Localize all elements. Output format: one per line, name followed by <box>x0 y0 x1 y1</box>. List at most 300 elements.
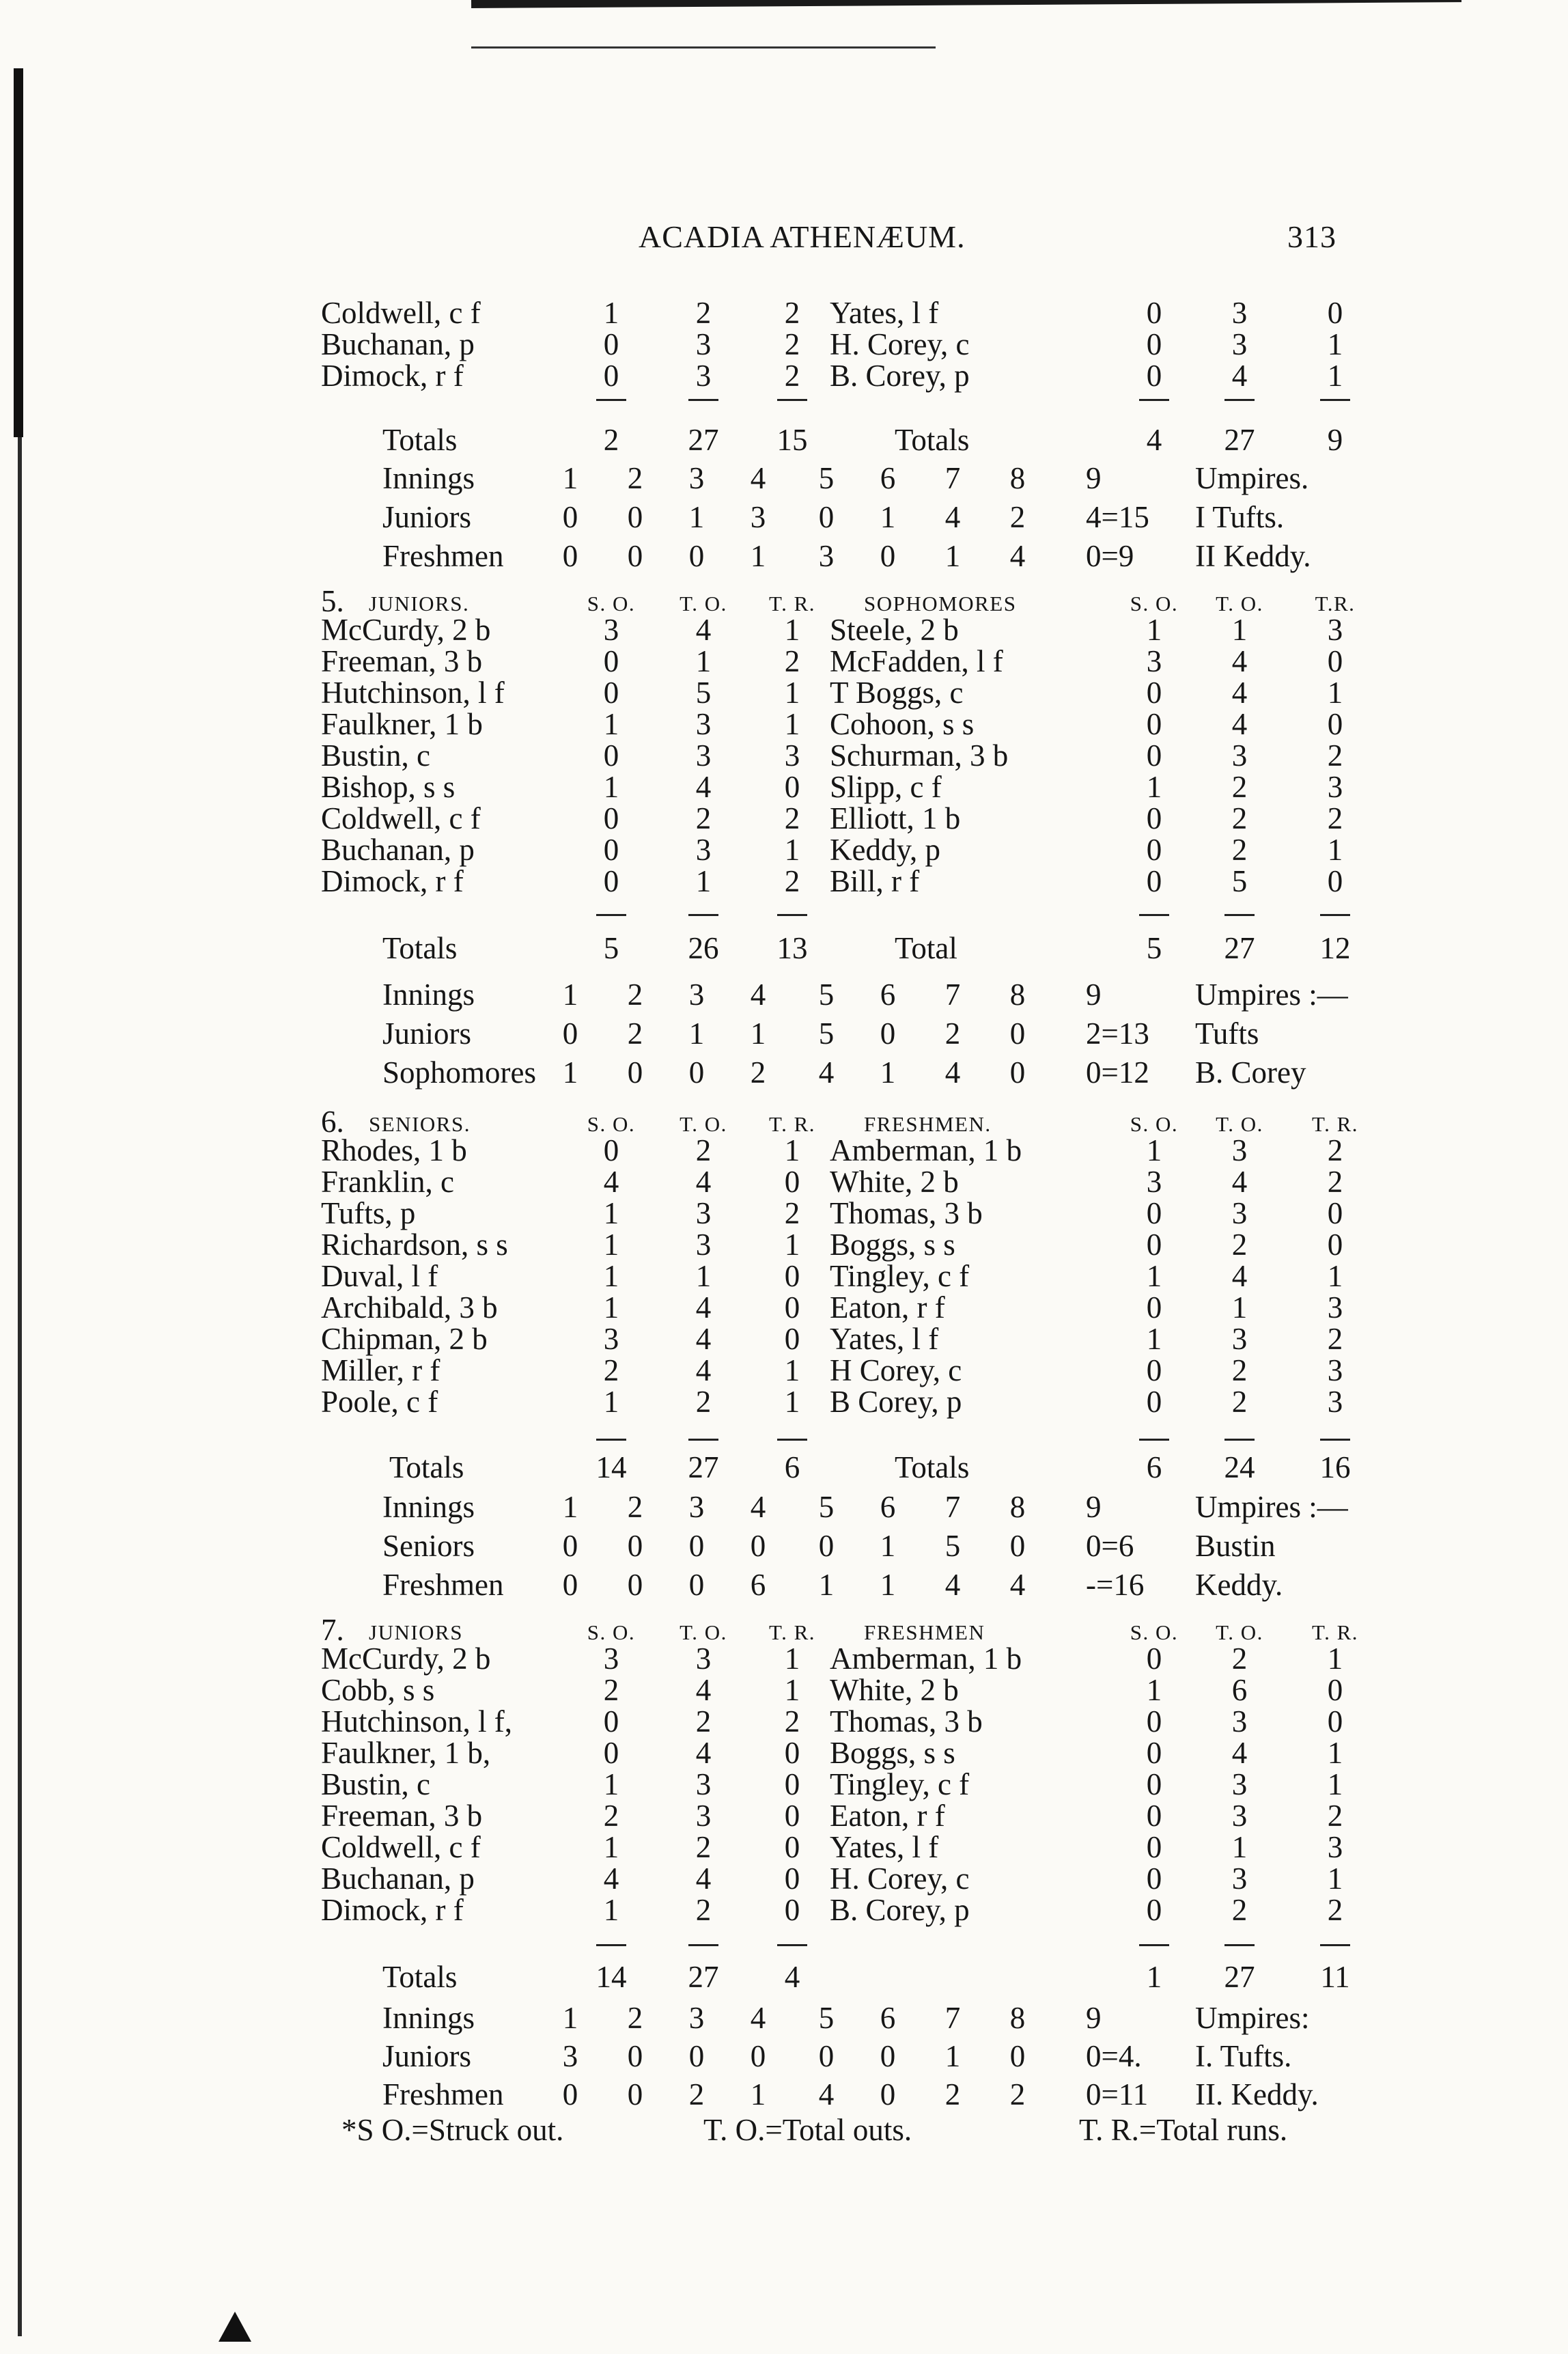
stat-value: 1 <box>603 1259 619 1293</box>
stat-value: 0 <box>784 1799 800 1833</box>
game6-total-rule <box>596 1439 626 1441</box>
inning-value: 9 <box>1086 2001 1102 2035</box>
stat-value: 0 <box>1146 1861 1162 1896</box>
player-name: B. Corey, p <box>830 1893 970 1927</box>
stat-value: 0 <box>1327 296 1343 330</box>
stat-value: 1 <box>695 1259 712 1293</box>
total-value: 6 <box>784 1450 800 1484</box>
stat-value: 1 <box>603 1385 619 1419</box>
stat-value: 4 <box>695 1322 712 1356</box>
stat-value: 3 <box>695 1196 712 1230</box>
inning-value: 0 <box>627 1568 643 1602</box>
inning-value: 2 <box>627 461 643 495</box>
player-name: Miller, r f <box>321 1353 440 1387</box>
stat-value: 1 <box>1327 327 1343 361</box>
stat-value: 4 <box>1231 644 1248 678</box>
inning-value: 9 <box>1086 1490 1102 1524</box>
stat-value: 1 <box>1146 1259 1162 1293</box>
inning-value: 4 <box>750 2001 766 2035</box>
stat-value: 2 <box>784 1704 800 1739</box>
game6-col-left: T. O. <box>680 1112 727 1136</box>
game7-totals-row <box>0 1961 1568 1993</box>
inning-value: 0 <box>688 1568 705 1602</box>
line-score-row <box>0 2040 1568 2073</box>
stat-value: 0 <box>603 676 619 710</box>
player-row <box>0 613 1568 646</box>
stat-value: 2 <box>603 1353 619 1387</box>
total-value: 6 <box>1146 1450 1162 1484</box>
inning-value: 7 <box>944 978 961 1012</box>
game5-col-left: T. R. <box>768 592 816 615</box>
inning-value: 5 <box>818 978 835 1012</box>
inning-value: 4 <box>818 1055 835 1090</box>
stat-value: 3 <box>603 1642 619 1676</box>
stat-value: 3 <box>1231 1861 1248 1896</box>
player-row <box>0 1260 1568 1292</box>
player-name: Elliott, 1 b <box>830 801 961 835</box>
game5-col-right: T.R. <box>1315 592 1356 615</box>
umpire: Umpires :— <box>1195 1490 1348 1524</box>
total-value: 12 <box>1319 931 1351 965</box>
inning-value: 4 <box>944 1055 961 1090</box>
game6-col-left: T. R. <box>768 1112 816 1136</box>
umpire: B. Corey <box>1195 1055 1306 1090</box>
stat-value: 1 <box>784 1673 800 1707</box>
player-name: Buchanan, p <box>321 1861 475 1896</box>
inning-value: 4 <box>750 1490 766 1524</box>
game7-total-rule <box>1139 1944 1169 1946</box>
stat-value: 3 <box>1231 327 1248 361</box>
inning-value: 1 <box>944 539 961 573</box>
inning-value: 1 <box>750 539 766 573</box>
line-label: Seniors <box>382 1529 475 1563</box>
inning-value: 0 <box>750 2039 766 2073</box>
inning-value: 2 <box>627 978 643 1012</box>
player-name: Rhodes, 1 b <box>321 1133 467 1167</box>
stat-value: 0 <box>784 1322 800 1356</box>
player-name: Bustin, c <box>321 738 431 773</box>
stat-value: 3 <box>1327 1385 1343 1419</box>
stat-value: 0 <box>1146 1704 1162 1739</box>
stat-value: 1 <box>603 1290 619 1325</box>
game4_tail-total-rule <box>777 399 807 401</box>
player-name: Archibald, 3 b <box>321 1290 498 1325</box>
game5-total-rule <box>1320 914 1350 916</box>
stat-value: 3 <box>1327 1830 1343 1864</box>
player-name: Poole, c f <box>321 1385 438 1419</box>
umpire: I Tufts. <box>1195 500 1285 534</box>
line-label: Innings <box>382 461 475 495</box>
inning-value: 7 <box>944 461 961 495</box>
player-name: Dimock, r f <box>321 359 464 393</box>
inning-value: 0 <box>1009 1055 1026 1090</box>
player-row <box>0 1768 1568 1801</box>
player-name: Thomas, 3 b <box>830 1704 983 1739</box>
game6-totals-row <box>0 1451 1568 1484</box>
inning-value: 3 <box>688 461 705 495</box>
inning-value: 3 <box>688 2001 705 2035</box>
line-label: Juniors <box>382 500 472 534</box>
total-value: 4 <box>1146 423 1162 457</box>
player-name: Eaton, r f <box>830 1290 945 1325</box>
stat-value: 2 <box>784 296 800 330</box>
total-value: 14 <box>596 1960 627 1994</box>
inning-value: 0 <box>562 1529 578 1563</box>
player-name: Cobb, s s <box>321 1673 435 1707</box>
stat-value: 2 <box>784 864 800 898</box>
game6-total-rule <box>777 1439 807 1441</box>
stat-value: 3 <box>603 613 619 647</box>
stat-value: 0 <box>1146 1196 1162 1230</box>
innings-row <box>0 1491 1568 1523</box>
player-row <box>0 802 1568 835</box>
inning-value: 1 <box>944 2039 961 2073</box>
game5-left-team: JUNIORS. <box>369 592 470 615</box>
inning-value: 6 <box>880 2001 896 2035</box>
inning-value: 1 <box>562 2001 578 2035</box>
total-value: 27 <box>1224 931 1255 965</box>
player-row <box>0 771 1568 803</box>
running-head: ACADIA ATHENÆUM. <box>639 219 966 254</box>
stat-value: 0 <box>603 359 619 393</box>
stat-value: 4 <box>1231 676 1248 710</box>
inning-value: 4 <box>750 461 766 495</box>
inning-value: 0 <box>688 1055 705 1090</box>
inning-value: 7 <box>944 1490 961 1524</box>
inning-value: 0=9 <box>1086 539 1134 573</box>
stat-value: 0 <box>1146 1830 1162 1864</box>
inning-value: 2 <box>750 1055 766 1090</box>
inning-value: 2 <box>1009 2077 1026 2111</box>
stat-value: 0 <box>1146 707 1162 741</box>
stat-value: 3 <box>1231 1704 1248 1739</box>
game7-total-rule <box>777 1944 807 1946</box>
player-name: Yates, l f <box>830 1322 939 1356</box>
totals-label: Totals <box>382 931 458 965</box>
stat-value: 0 <box>1327 864 1343 898</box>
stat-value: 0 <box>784 1736 800 1770</box>
player-name: H Corey, c <box>830 1353 962 1387</box>
inning-value: 2 <box>944 1016 961 1051</box>
game7-col-left: S. O. <box>587 1620 636 1644</box>
player-name: Coldwell, c f <box>321 801 481 835</box>
stat-value: 2 <box>695 1133 712 1167</box>
game7-left-team: JUNIORS <box>369 1620 463 1644</box>
stat-value: 2 <box>695 801 712 835</box>
inning-value: 1 <box>880 1529 896 1563</box>
inning-value: 0 <box>627 539 643 573</box>
stat-value: 0 <box>784 1767 800 1801</box>
player-name: Dimock, r f <box>321 1893 464 1927</box>
stat-value: 0 <box>603 738 619 773</box>
total-value: 27 <box>688 1960 719 1994</box>
game4_tail-total-rule <box>1224 399 1255 401</box>
inning-value: 0 <box>1009 2039 1026 2073</box>
stat-value: 3 <box>1327 1353 1343 1387</box>
line-label: Innings <box>382 2001 475 2035</box>
inning-value: 6 <box>750 1568 766 1602</box>
stat-value: 4 <box>695 770 712 804</box>
inning-value: 8 <box>1009 1490 1026 1524</box>
line-score-row <box>0 501 1568 534</box>
inning-value: 0 <box>627 2039 643 2073</box>
inning-value: 0 <box>627 1529 643 1563</box>
game6-col-right: S. O. <box>1130 1112 1179 1136</box>
player-row <box>0 1705 1568 1738</box>
stat-value: 2 <box>1231 1642 1248 1676</box>
stat-value: 4 <box>695 1736 712 1770</box>
game7-right-team: FRESHMEN <box>864 1620 985 1644</box>
inning-value: 0 <box>880 1016 896 1051</box>
inning-value: 3 <box>562 2039 578 2073</box>
stat-value: 0 <box>1146 1228 1162 1262</box>
player-row <box>0 359 1568 392</box>
inning-value: 1 <box>880 1055 896 1090</box>
player-name: Slipp, c f <box>830 770 942 804</box>
player-name: Coldwell, c f <box>321 1830 481 1864</box>
game5-col-right: S. O. <box>1130 592 1179 615</box>
inning-value: 2 <box>688 2077 705 2111</box>
footnote-struck-out: *S O.=Struck out. <box>341 2113 564 2147</box>
inning-value: 0 <box>562 500 578 534</box>
game5-total-rule <box>1139 914 1169 916</box>
stat-value: 2 <box>1231 770 1248 804</box>
inning-value: 6 <box>880 1490 896 1524</box>
player-name: White, 2 b <box>830 1165 959 1199</box>
total-value: 13 <box>776 931 808 965</box>
inning-value: 1 <box>750 2077 766 2111</box>
stat-value: 0 <box>1146 1385 1162 1419</box>
player-name: Schurman, 3 b <box>830 738 1009 773</box>
player-name: Buchanan, p <box>321 833 475 867</box>
inning-value: 4=15 <box>1086 500 1149 534</box>
player-name: Tingley, c f <box>830 1767 970 1801</box>
stat-value: 2 <box>784 801 800 835</box>
stat-value: 0 <box>603 801 619 835</box>
inning-value: 1 <box>562 1055 578 1090</box>
stat-value: 1 <box>603 770 619 804</box>
inning-value: 0 <box>627 1055 643 1090</box>
stat-value: 1 <box>784 707 800 741</box>
player-name: Freeman, 3 b <box>321 644 483 678</box>
stat-value: 5 <box>695 676 712 710</box>
stat-value: 4 <box>1231 707 1248 741</box>
stat-value: 2 <box>1231 1353 1248 1387</box>
player-name: Thomas, 3 b <box>830 1196 983 1230</box>
stat-value: 0 <box>1146 359 1162 393</box>
stat-value: 0 <box>1327 1228 1343 1262</box>
game4_tail-total-rule <box>596 399 626 401</box>
stat-value: 3 <box>1231 1133 1248 1167</box>
page-number: 313 <box>1287 219 1336 254</box>
player-row <box>0 739 1568 772</box>
player-name: Coldwell, c f <box>321 296 481 330</box>
stat-value: 1 <box>1327 833 1343 867</box>
line-label: Innings <box>382 978 475 1012</box>
stat-value: 1 <box>1327 676 1343 710</box>
inning-value: 2 <box>627 1490 643 1524</box>
stat-value: 0 <box>603 327 619 361</box>
player-name: White, 2 b <box>830 1673 959 1707</box>
player-name: Tingley, c f <box>830 1259 970 1293</box>
stat-value: 4 <box>1231 359 1248 393</box>
inning-value: 2 <box>1009 500 1026 534</box>
inning-value: 5 <box>818 2001 835 2035</box>
inning-value: -=16 <box>1086 1568 1145 1602</box>
stat-value: 2 <box>784 1196 800 1230</box>
stat-value: 2 <box>1231 833 1248 867</box>
player-name: B Corey, p <box>830 1385 962 1419</box>
umpire: Umpires. <box>1195 461 1309 495</box>
inning-value: 5 <box>818 1016 835 1051</box>
player-name: Yates, l f <box>830 296 939 330</box>
inning-value: 0 <box>818 2039 835 2073</box>
stat-value: 1 <box>603 296 619 330</box>
player-name: Hutchinson, l f, <box>321 1704 512 1739</box>
totals-label: Totals <box>382 423 458 457</box>
stat-value: 3 <box>1327 770 1343 804</box>
inning-value: 2 <box>627 2001 643 2035</box>
player-name: H. Corey, c <box>830 327 970 361</box>
stat-value: 1 <box>1146 1673 1162 1707</box>
stat-value: 5 <box>1231 864 1248 898</box>
stat-value: 0 <box>1146 1290 1162 1325</box>
totals-label: Totals <box>895 1450 970 1484</box>
stat-value: 0 <box>1327 1704 1343 1739</box>
stat-value: 0 <box>1327 644 1343 678</box>
umpire: II. Keddy. <box>1195 2077 1319 2111</box>
stat-value: 2 <box>695 1385 712 1419</box>
inning-value: 0 <box>1009 1529 1026 1563</box>
player-name: Steele, 2 b <box>830 613 959 647</box>
player-row <box>0 1323 1568 1355</box>
innings-row <box>0 2002 1568 2034</box>
total-value: 27 <box>688 423 719 457</box>
inning-value: 8 <box>1009 978 1026 1012</box>
stat-value: 0 <box>1146 1799 1162 1833</box>
inning-value: 1 <box>562 978 578 1012</box>
line-score-row <box>0 2078 1568 2111</box>
stat-value: 3 <box>695 738 712 773</box>
game6-number: 6. <box>321 1105 344 1139</box>
stat-value: 2 <box>1327 1322 1343 1356</box>
inning-value: 1 <box>880 500 896 534</box>
game5-col-left: S. O. <box>587 592 636 615</box>
line-label: Juniors <box>382 2039 472 2073</box>
stat-value: 3 <box>603 1322 619 1356</box>
inning-value: 2 <box>944 2077 961 2111</box>
player-name: Dimock, r f <box>321 864 464 898</box>
stat-value: 4 <box>603 1861 619 1896</box>
inning-value: 0 <box>818 1529 835 1563</box>
player-row <box>0 1228 1568 1261</box>
line-score-row <box>0 1568 1568 1601</box>
stat-value: 0 <box>1146 327 1162 361</box>
inning-value: 5 <box>818 461 835 495</box>
stat-value: 0 <box>603 1736 619 1770</box>
stat-value: 2 <box>1231 1228 1248 1262</box>
stat-value: 1 <box>784 833 800 867</box>
player-row <box>0 1385 1568 1418</box>
inning-value: 0 <box>1009 1016 1026 1051</box>
stat-value: 3 <box>695 833 712 867</box>
game5-col-right: T. O. <box>1216 592 1263 615</box>
player-name: Tufts, p <box>321 1196 416 1230</box>
player-name: Buchanan, p <box>321 327 475 361</box>
total-value: 14 <box>596 1450 627 1484</box>
total-value: 27 <box>1224 423 1255 457</box>
stat-value: 2 <box>1327 1165 1343 1199</box>
stat-value: 4 <box>695 1861 712 1896</box>
player-row <box>0 1736 1568 1769</box>
stat-value: 1 <box>1231 1830 1248 1864</box>
total-value: 5 <box>603 931 619 965</box>
game7-col-left: T. O. <box>680 1620 727 1644</box>
game5-total-rule <box>1224 914 1255 916</box>
umpire: II Keddy. <box>1195 539 1311 573</box>
game7-total-rule <box>688 1944 718 1946</box>
game5-total-rule <box>596 914 626 916</box>
player-name: Franklin, c <box>321 1165 454 1199</box>
umpire: Tufts <box>1195 1016 1259 1051</box>
umpire: Bustin <box>1195 1529 1276 1563</box>
stat-value: 3 <box>1231 296 1248 330</box>
stat-value: 0 <box>1146 801 1162 835</box>
top-thin-rule <box>471 46 936 49</box>
stat-value: 0 <box>1146 833 1162 867</box>
game7-total-rule <box>1224 1944 1255 1946</box>
top-border-rule <box>471 0 1461 8</box>
stat-value: 3 <box>784 738 800 773</box>
stat-value: 1 <box>784 676 800 710</box>
inning-value: 6 <box>880 978 896 1012</box>
stat-value: 0 <box>1146 1893 1162 1927</box>
stat-value: 2 <box>784 644 800 678</box>
player-row <box>0 1354 1568 1387</box>
player-name: Faulkner, 1 b <box>321 707 483 741</box>
player-row <box>0 296 1568 329</box>
stat-value: 3 <box>1231 1196 1248 1230</box>
stat-value: 1 <box>784 1228 800 1262</box>
stat-value: 3 <box>1231 1322 1248 1356</box>
stat-value: 1 <box>1327 1767 1343 1801</box>
stat-value: 3 <box>695 1228 712 1262</box>
stat-value: 1 <box>1146 613 1162 647</box>
stat-value: 0 <box>1146 1767 1162 1801</box>
stat-value: 2 <box>695 1830 712 1864</box>
stat-value: 0 <box>784 1290 800 1325</box>
stat-value: 3 <box>1327 1290 1343 1325</box>
player-row <box>0 708 1568 740</box>
stat-value: 0 <box>784 1259 800 1293</box>
total-value: 26 <box>688 931 719 965</box>
total-value: 27 <box>688 1450 719 1484</box>
inning-value: 1 <box>562 1490 578 1524</box>
stat-value: 4 <box>695 1673 712 1707</box>
stat-value: 0 <box>603 1704 619 1739</box>
game6-total-rule <box>1320 1439 1350 1441</box>
inning-value: 3 <box>688 978 705 1012</box>
inning-value: 5 <box>944 1529 961 1563</box>
stat-value: 2 <box>1231 1893 1248 1927</box>
game6-total-rule <box>1224 1439 1255 1441</box>
stat-value: 1 <box>1146 1322 1162 1356</box>
stat-value: 1 <box>784 1353 800 1387</box>
total-value: 9 <box>1327 423 1343 457</box>
game6-col-left: S. O. <box>587 1112 636 1136</box>
stat-value: 1 <box>784 1133 800 1167</box>
line-label: Sophomores <box>382 1055 536 1090</box>
